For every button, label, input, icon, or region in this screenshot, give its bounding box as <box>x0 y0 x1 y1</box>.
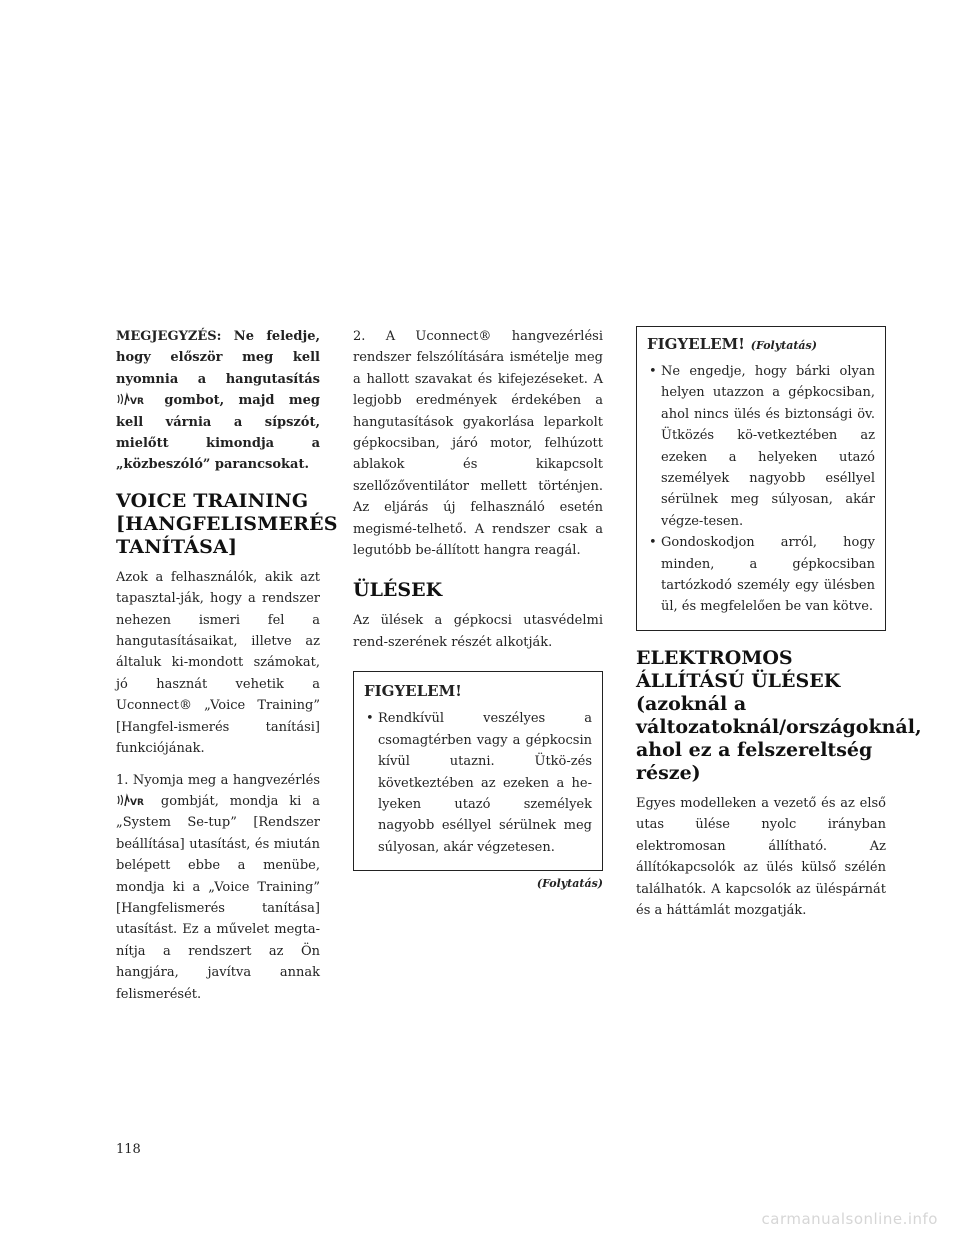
paragraph-intro: Azok a felhasználók, akik azt tapasztal-ják, hogy a rendszer nehezen ismeri fel a hangutasításaikat, illetve az általuk ki-mondott számokat, jó hasznát vehetik a Uconnect® „Voice Training” [Hangfel-ismerés tanítási] funkciójának. <box>116 569 320 757</box>
svg-text:VR: VR <box>130 797 144 808</box>
svg-text:VR: VR <box>130 397 144 408</box>
column-right <box>636 326 922 921</box>
warning-title: FIGYELEM! <box>364 682 462 701</box>
warning-box <box>353 671 603 871</box>
watermark: carmanualsonline.info <box>761 1210 938 1228</box>
warning-title: FIGYELEM! (Folytatás) <box>647 335 817 353</box>
continued-label: (Folytatás) <box>536 877 603 891</box>
step-1: 1. Nyomja meg a hangvezérlés VR gombját, mondja ki a „System Se-tup” [Rendszer beállítása] utasítást, és miután belépett ebbe a menübe, mondja ki a „Voice Training” [Hangfelismerés tanítása] utasítást. Ez a művelet megta-nítja a rendszert az Ön hangjára, javítva annak felismerését. <box>116 772 321 1002</box>
paragraph-power-seats: Egyes modelleken a vezető és az első utas ülése nyolc irányban elektromosan állítható. Az állítókapcsolók az ülés külső szélén találhatók. A kapcsolók az üléspárnát és a háttámlát mozgatják. <box>636 795 886 918</box>
warning-bullet: • Rendkívül veszélyes a csomagtérben vagy a gépkocsin kívül utazni. Ütkö-zés következtében az ezeken a he-lyeken utazó személyek nagyobb eséllyel sérülnek meg súlyosan, akár végzetesen. <box>364 708 592 858</box>
voice-recognition-icon <box>116 792 150 808</box>
column-middle <box>353 326 603 890</box>
warning-box-continued <box>636 326 886 631</box>
paragraph-seats: Az ülések a gépkocsi utasvédelmi rend-szerének részét alkotják. <box>353 613 603 650</box>
page-number: 118 <box>116 1142 141 1157</box>
voice-recognition-icon <box>116 391 150 407</box>
heading-seats: ÜLÉSEK <box>353 579 443 602</box>
column-left <box>116 326 338 1005</box>
warning-bullet-1: • Ne engedje, hogy bárki olyan helyen utazzon a gépkocsiban, ahol nincs ülés és biztonsági öv. Ütközés kö-vetkeztében az ezeken a helyeken utazó személyek nagyobb eséllyel sérülnek meg súlyosan, akár végze-tesen. <box>647 361 875 532</box>
heading-voice-training: VOICE TRAINING [HANGFELISMERÉS TANÍTÁSA] <box>116 489 338 558</box>
step-2: 2. A Uconnect® hangvezérlési rendszer felszólítására ismételje meg a hallott szavakat és kifejezéseket. A legjobb eredmények érdekében a hangutasítások gyakorlása leparkolt gépkocsiban, járó motor, felhúzott ablakok és kikapcsolt szellőzőventilátor mellett történjen. Az eljárás új felhasználó esetén megismé-telhető. A rendszer csak a legutóbb be-állított hangra reagál. <box>353 329 603 559</box>
note-paragraph: MEGJEGYZÉS: Ne feledje, hogy először meg kell nyomnia a hangutasítás VR gombot, majd meg kell várnia a sípszót, mielőtt kimondja a „közbeszóló” parancsokat. <box>116 329 320 473</box>
heading-power-seats: ELEKTROMOS ÁLLÍTÁSÚ ÜLÉSEK (azoknál a változatoknál/országoknál, ahol ez a felszereltség része) <box>636 646 922 784</box>
warning-bullet-2: • Gondoskodjon arról, hogy minden, a gépkocsiban tartózkodó személy egy ülésben ül, és megfelelően be van kötve. <box>647 532 875 618</box>
